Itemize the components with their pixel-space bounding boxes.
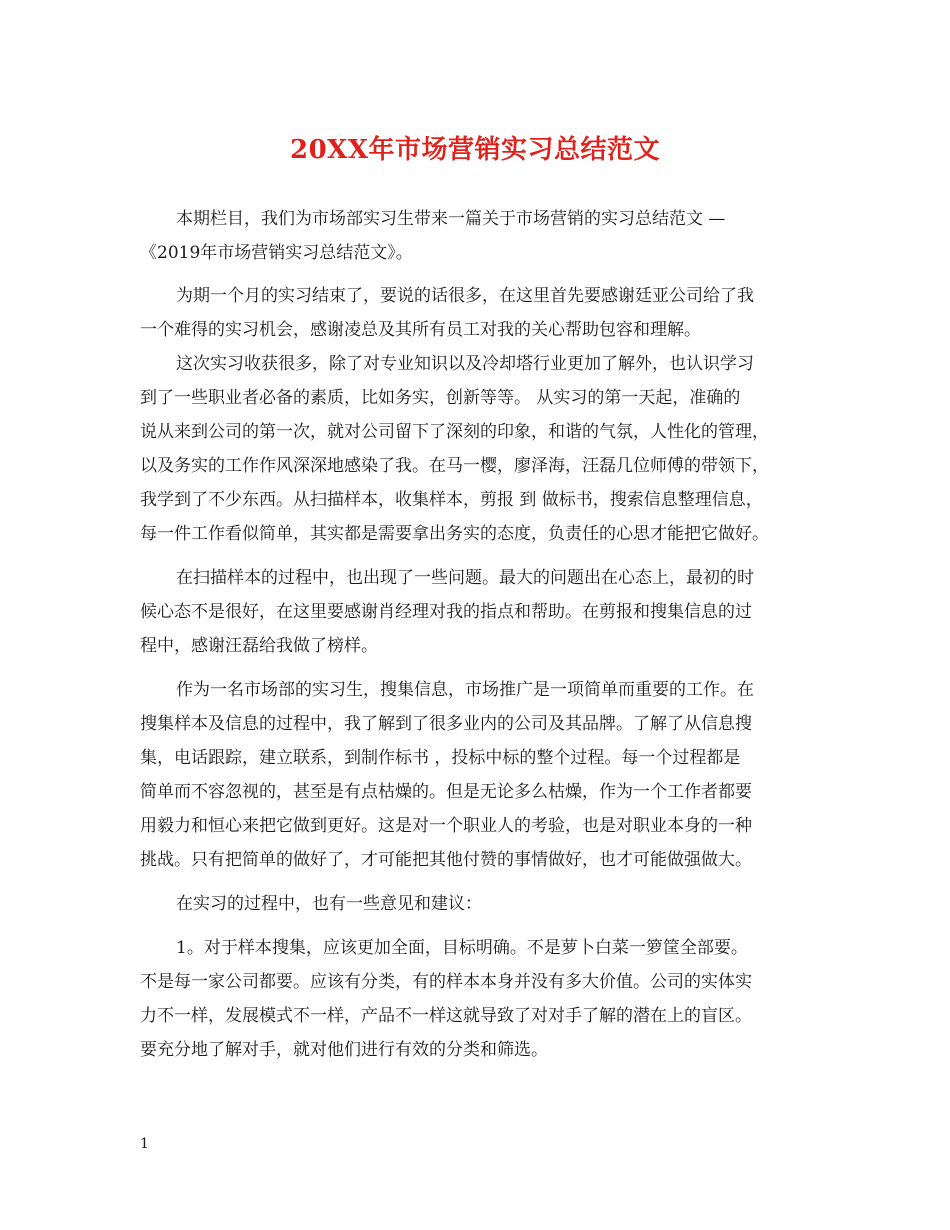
text-line: 在扫描样本的过程中，也出现了一些问题。最大的问题出在心态上，最初的时 [176, 568, 754, 588]
text-line: 程中，感谢汪磊给我做了榜样。 [140, 636, 378, 656]
text-line: 这次实习收获很多，除了对专业知识以及冷却塔行业更加了解外，也认识学习 [176, 354, 754, 374]
text-line: 候心态不是很好，在这里要感谢肖经理对我的指点和帮助。在剪报和搜集信息的过 [140, 602, 752, 622]
text-line: 以及务实的工作作风深深地感染了我。在马一樱，廖泽海，汪磊几位师傅的带领下， [140, 456, 769, 476]
text-line: 力不一样，发展模式不一样，产品不一样这就导致了对对手了解的潜在上的盲区。 [140, 1006, 752, 1026]
text-line: 本期栏目，我们为市场部实习生带来一篇关于市场营销的实习总结范文 — [176, 209, 726, 229]
text-line: 要充分地了解对手，就对他们进行有效的分类和筛选。 [140, 1040, 548, 1060]
text-line: 到了一些职业者必备的素质，比如务实，创新等等。 从实习的第一天起，准确的 [140, 388, 741, 408]
text-line: 我学到了不少东西。从扫描样本，收集样本，剪报 到 做标书，搜索信息整理信息， [140, 490, 763, 510]
page-number: 1 [140, 1136, 149, 1152]
text-line: 说从来到公司的第一次，就对公司留下了深刻的印象，和谐的气氛，人性化的管理， [140, 422, 769, 442]
text-line: 挑战。只有把简单的做好了，才可能把其他付赞的事情做好，也才可能做强做大。 [140, 850, 752, 870]
text-line: 一个难得的实习机会，感谢凌总及其所有员工对我的关心帮助包容和理解。 [140, 320, 701, 340]
text-line: 搜集样本及信息的过程中，我了解到了很多业内的公司及其品牌。了解了从信息搜 [140, 714, 752, 734]
text-line: 1。对于样本搜集，应该更加全面，目标明确。不是萝卜白菜一箩筐全部要。 [176, 938, 748, 958]
text-line: 简单而不容忽视的，甚至是有点枯燥的。但是无论多么枯燥，作为一个工作者都要 [140, 782, 752, 802]
document-title: 20XX年市场营销实习总结范文 [289, 135, 661, 165]
text-line: 为期一个月的实习结束了，要说的话很多，在这里首先要感谢廷亚公司给了我 [176, 286, 754, 306]
text-line: 《2019年市场营销实习总结范文》。 [140, 243, 413, 263]
text-line: 不是每一家公司都要。应该有分类，有的样本本身并没有多大价值。公司的实体实 [140, 972, 752, 992]
text-line: 集，电话跟踪，建立联系，到制作标书 ，投标中标的整个过程。每一个过程都是 [140, 748, 741, 768]
text-line: 每一件工作看似简单，其实都是需要拿出务实的态度，负责任的心思才能把它做好。 [140, 524, 769, 544]
text-line: 作为一名市场部的实习生，搜集信息，市场推广是一项简单而重要的工作。在 [176, 680, 754, 700]
text-line: 用毅力和恒心来把它做到更好。这是对一个职业人的考验，也是对职业本身的一种 [140, 816, 752, 836]
text-line: 在实习的过程中，也有一些意见和建议： [176, 894, 482, 914]
